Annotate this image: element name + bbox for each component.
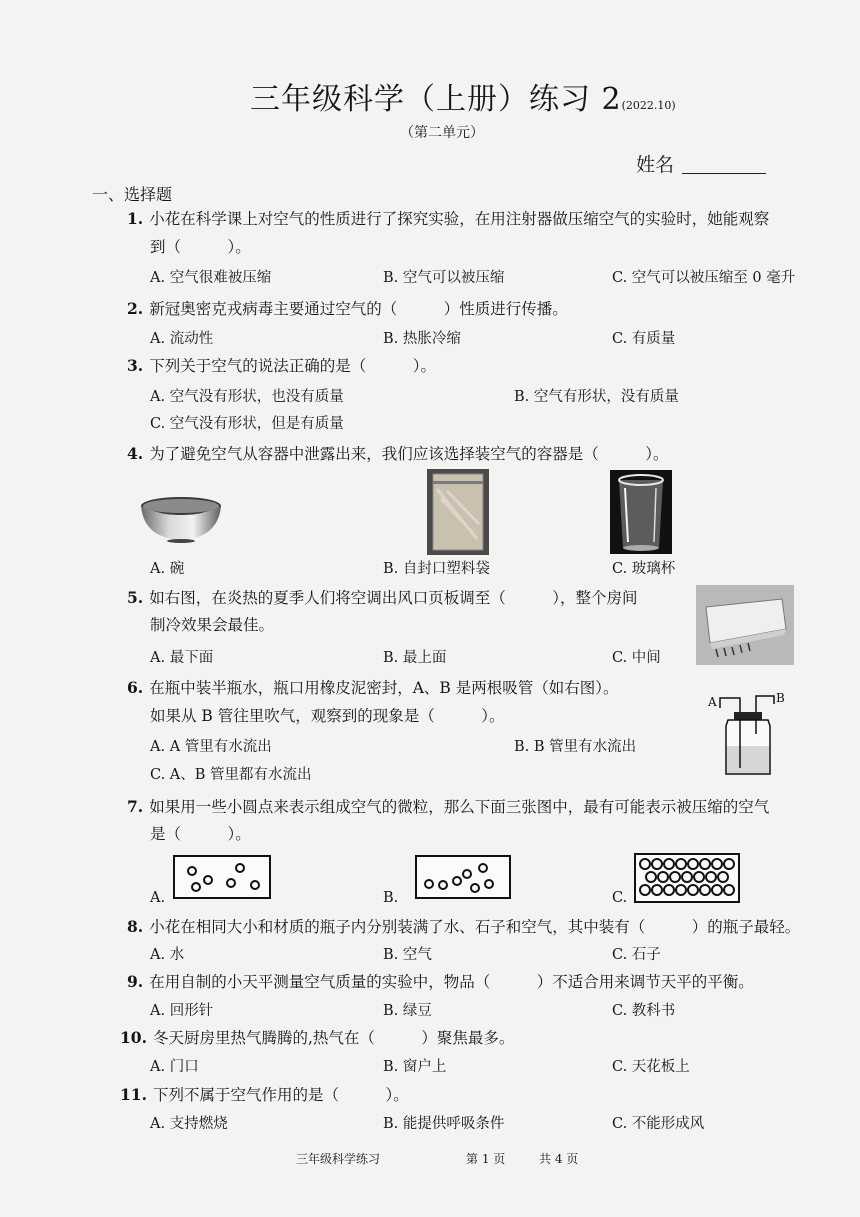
- q10-option-a[interactable]: A. 门口: [150, 1059, 199, 1075]
- q5-option-b[interactable]: B. 最上面: [383, 650, 447, 666]
- q8-option-a[interactable]: A. 水: [150, 947, 185, 963]
- q10-option-c[interactable]: C. 天花板上: [612, 1059, 690, 1075]
- q7-option-a[interactable]: A.: [150, 890, 166, 906]
- question-7: 7. 如果用一些小圆点来表示组成空气的微粒，那么下面三张图中，最有可能表示被压缩的空气: [127, 797, 770, 816]
- q10-option-b[interactable]: B. 窗户上: [383, 1059, 447, 1075]
- question-4: 4. 为了避免空气从容器中泄露出来，我们应该选择装空气的容器是（ ）。: [127, 444, 669, 463]
- air-conditioner-image: [696, 585, 794, 665]
- glass-cup-image: [610, 470, 672, 554]
- question-9: 9. 在用自制的小天平测量空气质量的实验中，物品（ ）不适合用来调节天平的平衡。: [127, 972, 754, 991]
- q11-option-c[interactable]: C. 不能形成风: [612, 1116, 705, 1132]
- ziplock-bag-image: [427, 469, 489, 555]
- q3-option-a[interactable]: A. 空气没有形状，也没有质量: [150, 389, 344, 405]
- question-2: 2. 新冠奥密克戎病毒主要通过空气的（ ）性质进行传播。: [127, 299, 568, 318]
- q8-option-c[interactable]: C. 石子: [612, 947, 661, 963]
- particles-sparse-a: [173, 855, 271, 899]
- q4-option-b[interactable]: B. 自封口塑料袋: [383, 561, 490, 577]
- footer-page-number: 第 1 页: [466, 1152, 506, 1166]
- q1-option-b[interactable]: B. 空气可以被压缩: [383, 270, 505, 286]
- q4-option-a[interactable]: A. 碗: [150, 561, 185, 577]
- q7-option-b[interactable]: B.: [383, 890, 399, 906]
- bowl-image: [140, 494, 222, 544]
- q2-option-a[interactable]: A. 流动性: [150, 331, 214, 347]
- question-7-line2: 是（ ）。: [150, 825, 251, 843]
- q2-option-b[interactable]: B. 热胀冷缩: [383, 331, 461, 347]
- q9-option-c[interactable]: C. 教科书: [612, 1003, 676, 1019]
- q2-option-c[interactable]: C. 有质量: [612, 331, 676, 347]
- title-text: 三年级科学（上册）练习 2: [250, 82, 622, 117]
- q6-option-a[interactable]: A. A 管里有水流出: [150, 739, 272, 755]
- q3-option-c[interactable]: C. 空气没有形状，但是有质量: [150, 416, 344, 432]
- q6-option-c[interactable]: C. A、B 管里都有水流出: [150, 767, 312, 783]
- question-6: 6. 在瓶中装半瓶水，瓶口用橡皮泥密封，A、B 是两根吸管（如右图）。: [127, 678, 619, 697]
- q8-option-b[interactable]: B. 空气: [383, 947, 432, 963]
- unit-subtitle: （第二单元）: [400, 125, 484, 141]
- q1-option-c[interactable]: C. 空气可以被压缩至 0 毫升: [612, 270, 796, 286]
- page-title: [250, 74, 676, 118]
- question-3: 3. 下列关于空气的说法正确的是（ ）。: [127, 356, 436, 375]
- question-11: 11. 下列不属于空气作用的是（ ）。: [120, 1085, 409, 1104]
- question-6-line2: 如果从 B 管往里吹气，观察到的现象是（ ）。: [150, 707, 505, 725]
- q7-option-c[interactable]: C.: [612, 890, 628, 906]
- name-label: 姓名: [636, 154, 675, 176]
- q4-option-c[interactable]: C. 玻璃杯: [612, 561, 676, 577]
- name-input-line[interactable]: [682, 173, 766, 174]
- q11-option-b[interactable]: B. 能提供呼吸条件: [383, 1116, 505, 1132]
- title-date: (2022.10): [621, 99, 676, 112]
- question-5: 5. 如右图，在炎热的夏季人们将空调出风口页板调至（ ），整个房间: [127, 588, 638, 607]
- q5-option-a[interactable]: A. 最下面: [150, 650, 214, 666]
- q11-option-a[interactable]: A. 支持燃烧: [150, 1116, 228, 1132]
- question-10: 10. 冬天厨房里热气腾腾的,热气在（ ）聚焦最多。: [120, 1028, 515, 1047]
- q3-option-b[interactable]: B. 空气有形状，没有质量: [514, 389, 679, 405]
- footer-page-total: 共 4 页: [539, 1152, 579, 1166]
- particles-compressed-c: [634, 853, 740, 903]
- q9-option-a[interactable]: A. 回形针: [150, 1003, 214, 1019]
- q6-option-b[interactable]: B. B 管里有水流出: [514, 739, 637, 755]
- straw-label-b: B: [776, 691, 785, 705]
- particles-sparse-b: [415, 855, 511, 899]
- section-title: 一、选择题: [92, 185, 173, 204]
- question-1: 1. 小花在科学课上对空气的性质进行了探究实验，在用注射器做压缩空气的实验时，她能观察: [127, 209, 770, 228]
- q5-option-c[interactable]: C. 中间: [612, 650, 661, 666]
- bottle-straw-diagram: [704, 690, 788, 780]
- question-1-line2: 到（ ）。: [150, 238, 251, 256]
- footer-title: 三年级科学练习: [296, 1152, 381, 1166]
- q9-option-b[interactable]: B. 绿豆: [383, 1003, 432, 1019]
- q1-option-a[interactable]: A. 空气很难被压缩: [150, 270, 272, 286]
- question-8: 8. 小花在相同大小和材质的瓶子内分别装满了水、石子和空气，其中装有（ ）的瓶子最轻。: [127, 917, 801, 936]
- question-5-line2: 制冷效果会最佳。: [150, 616, 275, 634]
- straw-label-a: A: [708, 695, 717, 709]
